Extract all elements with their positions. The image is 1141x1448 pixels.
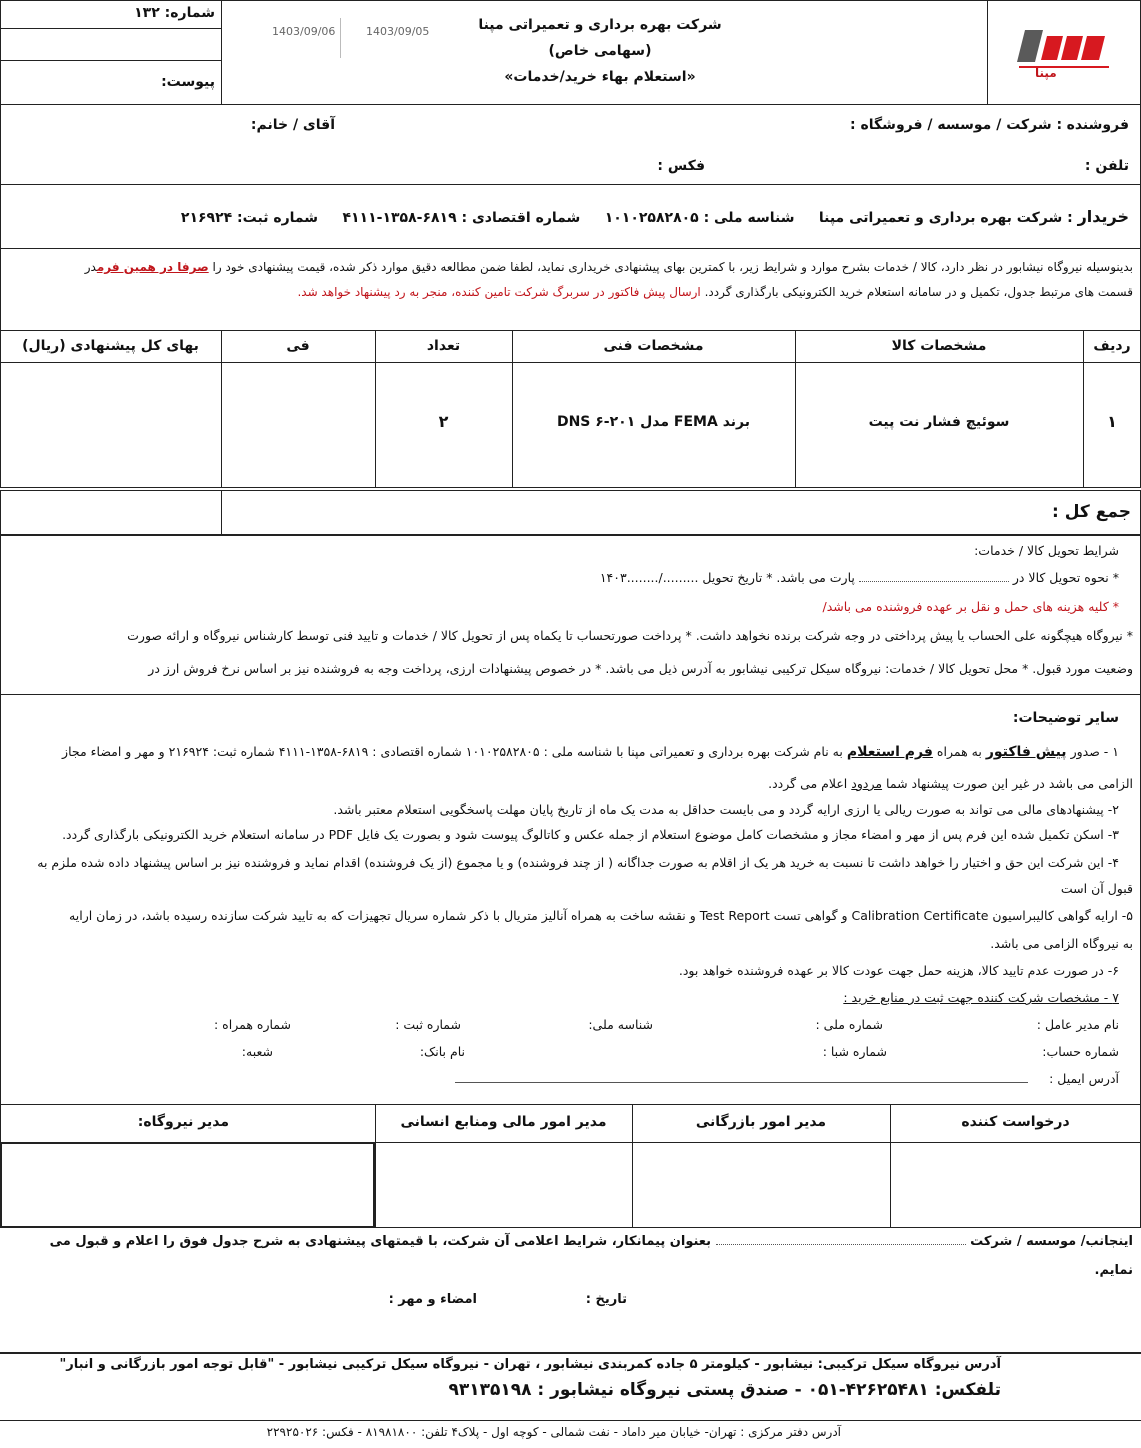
buyer-line: خریدار : شرکت بهره برداری و تعمیراتی مپنا شناسه ملی : ۱۰۱۰۲۵۸۲۸۰۵ شماره اقتصادی : ۶۸۱۹-۱۳۵۸-۴۱۱۱ شماره ثبت: ۲۱۶۹۲۴ xyxy=(180,207,1129,226)
sheba-field[interactable]: شماره شبا : xyxy=(822,1044,887,1059)
note-1-cont: الزامی می باشد در غیر این صورت پیشنهاد شما مردود اعلام می گردد. xyxy=(768,776,1133,791)
cell-total[interactable] xyxy=(0,362,221,488)
seller-fax: فکس : xyxy=(657,158,705,174)
attachment-label: پیوست: xyxy=(161,74,215,90)
cell-unit-price[interactable] xyxy=(221,362,375,488)
national-no-field[interactable]: شماره ملی : xyxy=(815,1017,883,1032)
sig-plant-manager: مدیر نیروگاه: xyxy=(137,1114,229,1130)
doc-number: شماره: ۱۳۲ xyxy=(134,5,215,21)
logo-text: مپنا xyxy=(1035,66,1057,80)
th-total: بهای کل پیشنهادی (ریال) xyxy=(22,338,199,354)
th-row: ردیف xyxy=(1093,338,1131,354)
seller-phone: تلفن : xyxy=(1084,158,1129,174)
date-1: 1403/09/06 xyxy=(272,25,336,38)
seller-org: فروشنده : شرکت / موسسه / فروشگاه : xyxy=(850,117,1129,133)
mobile-field[interactable]: شماره همراه : xyxy=(214,1017,291,1032)
bank-field[interactable]: نام بانک: xyxy=(419,1044,465,1059)
sig-commerce: مدیر امور بازرگانی xyxy=(695,1114,827,1130)
declaration-date[interactable]: تاریخ : xyxy=(585,1292,627,1307)
seller-person: آقای / خانم: xyxy=(250,117,335,133)
mapna-logo xyxy=(1005,14,1123,90)
note-2: ۲- پیشنهادهای مالی می تواند به صورت ریالی یا ارزی ارایه گردد و می بایست حداقل به مدت یک ماه از تاریخ پایان مهلت پاسخگویی استعلام معتبر باشد. xyxy=(333,802,1119,817)
declaration-sign[interactable]: امضاء و مهر : xyxy=(388,1292,477,1307)
branch-field[interactable]: شعبه: xyxy=(241,1044,273,1059)
footer-phone: تلفکس: ۴۲۶۲۵۴۸۱-۰۵۱ - صندق پستی نیروگاه نیشابور : ۹۳۱۳۵۱۹۸ xyxy=(448,1380,1001,1400)
company-type: (سهامی خاص) xyxy=(548,43,652,59)
th-item: مشخصات کالا xyxy=(891,338,987,354)
ceo-field[interactable]: نام مدیر عامل : xyxy=(1036,1017,1119,1032)
conditions-title: شرایط تحویل کالا / خدمات: xyxy=(974,543,1119,558)
note-3: ۳- اسکن تکمیل شده این فرم پس از مهر و امضاء مجاز و مشخصات کامل موضوع استعلام از جمله عکس و کاتالوگ پیوست شود و بصورت یک فایل PDF در سامانه استعلام خرید الکترونیکی بارگذاری گردد. xyxy=(62,827,1119,842)
declaration-line-1: اینجانب/ موسسه / شرکت بعنوان پیمانکار، شرایط اعلامی آن شرکت، با قیمتهای پیشنهادی به شرح جدول فوق را اعلام و قبول می xyxy=(49,1234,1133,1249)
intro-line-2: قسمت های مرتبط جدول، تکمیل و در سامانه استعلام خرید الکترونیکی بارگذاری گردد. ارسال پیش فاکتور در سربرگ شرکت تامین کننده، منجر به رد پیشنهاد خواهد شد. xyxy=(297,285,1133,299)
table-row: ۱ xyxy=(1107,412,1117,431)
conditions-line-2: * کلیه هزینه های حمل و نقل بر عهده فروشنده می باشد/ xyxy=(822,599,1119,614)
conditions-line-1: * نحوه تحویل کالا در پارت می باشد. * تاریخ تحویل ........./........۱۴۰۳ xyxy=(599,570,1119,585)
cell-spec: برند FEMA مدل DNS ۶-۲۰۱ xyxy=(556,414,751,430)
footer-address: آدرس نیروگاه سیکل ترکیبی: نیشابور - کیلومتر ۵ جاده کمربندی نیشابور ، تهران - نیروگاه سیکل ترکیبی نیشابور - "قابل توجه امور بازرگانی و انبار" xyxy=(59,1357,1001,1372)
total-label: جمع کل : xyxy=(1052,502,1131,522)
note-5-cont: به نیروگاه الزامی می باشد. xyxy=(990,936,1133,951)
footer-central-office: آدرس دفتر مرکزی : تهران- خیابان میر داماد - نفت شمالی - کوچه اول - پلاک۴ تلفن: ۸۱۹۸۱۸۰۰ - فکس: ۲۲۹۲۵۰۲۶ xyxy=(266,1425,841,1439)
company-name: شرکت بهره برداری و تعمیراتی مپنا xyxy=(478,17,722,33)
note-4: ۴- این شرکت این حق و اختیار را خواهد داشت تا نسبت به خرید هر یک از اقلام به صورت جداگانه ( از چند فروشنده) و یا مجموع (از یک فروشنده) اقدام نماید و فروشنده نیز بر اساس پیشنهاد داده شده ملزم به xyxy=(37,855,1119,870)
note-7: ۷ - مشخصات شرکت کننده جهت ثبت در منابع خرید : xyxy=(843,990,1119,1005)
declaration-line-2: نمایم. xyxy=(1094,1263,1133,1278)
total-box xyxy=(0,490,1141,535)
note-4-cont: قبول آن است xyxy=(1060,881,1133,896)
conditions-line-3: * نیروگاه هیچگونه علی الحساب یا پیش پرداختی در وجه شرکت برنده نخواهد داشت. * پرداخت صورتحساب تا یکماه پس از تحویل کالا / خدمات و تایید فنی توسط کارشناس نیروگاه و ارائه صورت xyxy=(127,628,1133,643)
cell-qty: ۲ xyxy=(438,412,449,431)
note-6: ۶- در صورت عدم تایید کالا، هزینه حمل جهت عودت کالا بر عهده فروشنده خواهد بود. xyxy=(678,963,1119,978)
conditions-line-4: وضعیت مورد قبول. * محل تحویل کالا / خدمات: نیروگاه سیکل ترکیبی نیشابور به آدرس ذیل می باشد. * در خصوص پیشنهادات ارزی، پرداخت وجه به فروشنده نیز بر اساس نرخ فروش ارز در xyxy=(148,661,1133,676)
national-id-field[interactable]: شناسه ملی: xyxy=(588,1017,653,1032)
th-unit-price: فی xyxy=(286,338,310,354)
cell-item: سوئیچ فشار نت پیت xyxy=(868,414,1010,430)
email-field[interactable]: آدرس ایمیل : xyxy=(1049,1071,1119,1086)
intro-line-1: بدینوسیله نیروگاه نیشابور در نظر دارد، کالا / خدمات بشرح موارد و شرایط زیر، با کمترین بهای پیشنهادی خریداری نماید، لطفا ضمن مطالعه دقیق موارد ذکر شده، قیمت پیشنهادی خود را صرفا در همین فرمدر xyxy=(84,260,1133,274)
doc-title: «استعلام بهاء خرید/خدمات» xyxy=(504,69,696,85)
reg-no-field[interactable]: شماره ثبت : xyxy=(395,1017,461,1032)
sig-finance: مدیر امور مالی ومنابع انسانی xyxy=(400,1114,607,1130)
date-2: 1403/09/05 xyxy=(366,25,430,38)
notes-title: سایر توضیحات: xyxy=(1012,710,1119,726)
account-field[interactable]: شماره حساب: xyxy=(1042,1044,1119,1059)
note-1: ۱ - صدور پیش فاکتور به همراه فرم استعلام به نام شرکت بهره برداری و تعمیراتی مپنا با شناسه ملی : ۱۰۱۰۲۵۸۲۸۰۵ شماره اقتصادی : ۶۸۱۹-۱۳۵۸-۴۱۱۱ شماره ثبت: ۲۱۶۹۲۴ و مهر و امضاء مجاز xyxy=(62,744,1119,760)
th-qty: تعداد xyxy=(426,338,461,354)
sig-requester: درخواست کننده xyxy=(961,1114,1070,1130)
th-spec: مشخصات فنی xyxy=(603,338,704,354)
note-5: ۵- ارایه گواهی کالیبراسیون Calibration Certificate و گواهی تست Test Report و نقشه ساخت به همراه آنالیز متریال با ذکر شماره سریال تجهیزات که به تایید شرکت سازنده رسیده باشد، در زمان ارایه xyxy=(69,908,1133,923)
